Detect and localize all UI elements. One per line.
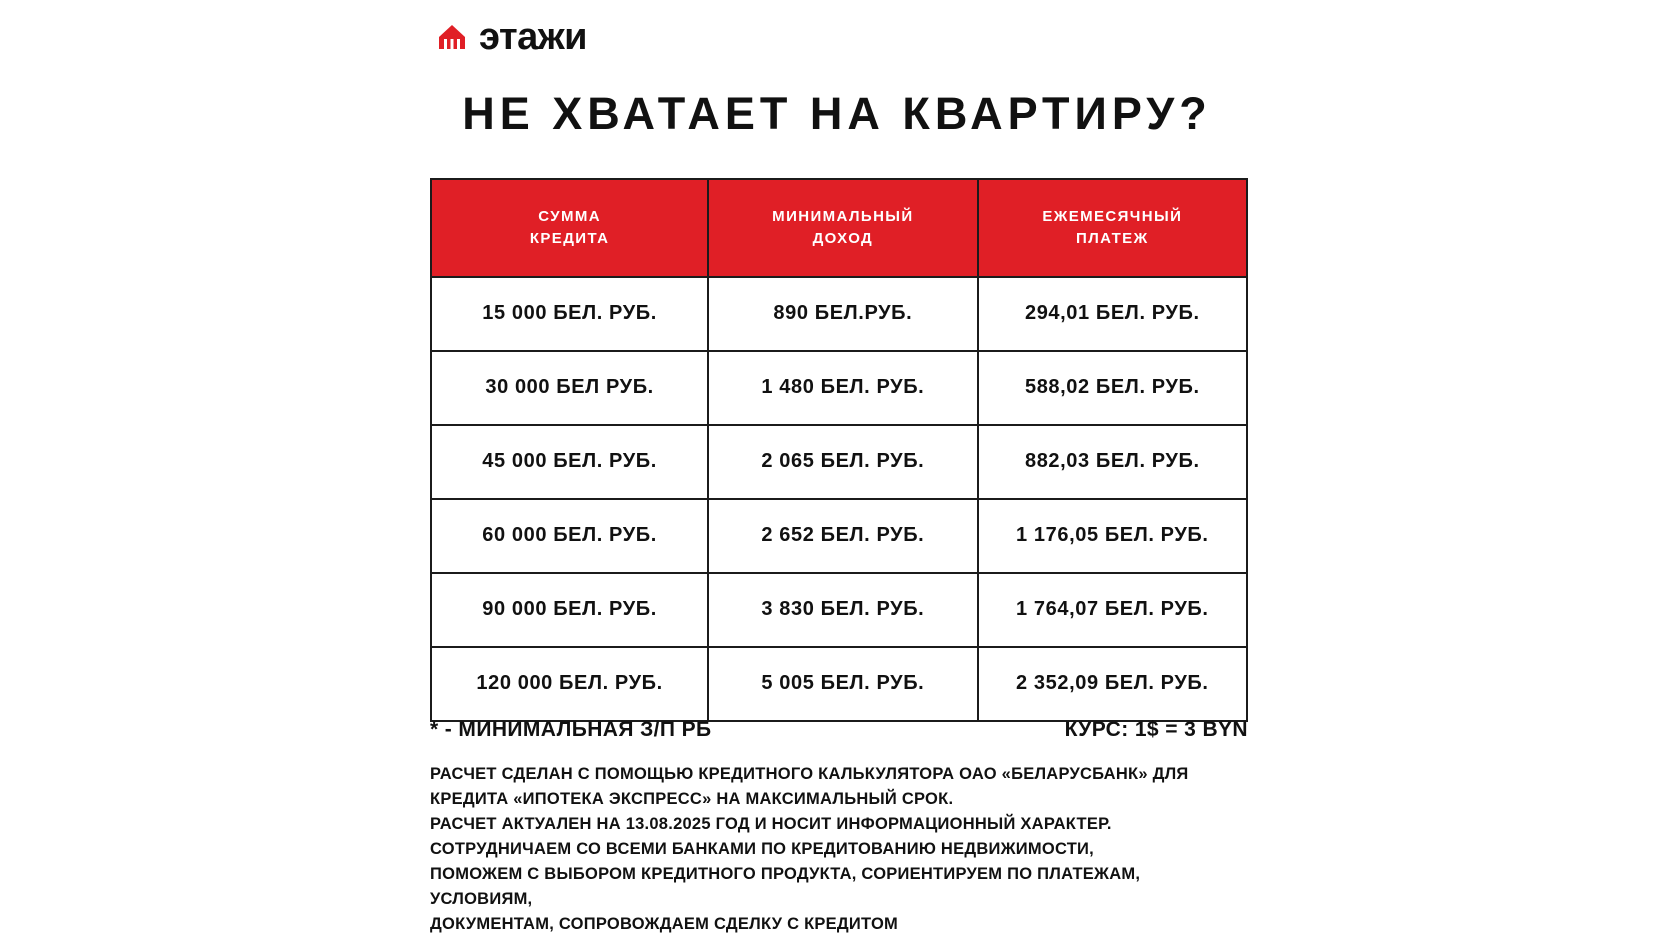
cell-loan-amount: 60 000 БЕЛ. РУБ. — [431, 499, 708, 573]
brand-name: этажи — [479, 16, 588, 58]
footnote-row — [430, 718, 1248, 742]
page-title: НЕ ХВАТАЕТ НА КВАРТИРУ? — [462, 88, 1212, 139]
cell-loan-amount: 120 000 БЕЛ. РУБ. — [431, 647, 708, 721]
cell-minimum-income: 2 652 БЕЛ. РУБ. — [708, 499, 977, 573]
column-header-monthly-payment — [978, 179, 1247, 277]
disclaimer-line-4: СОТРУДНИЧАЕМ СО ВСЕМИ БАНКАМИ ПО КРЕДИТОВАНИЮ НЕДВИЖИМОСТИ, — [430, 840, 1095, 859]
table-row — [431, 647, 1247, 721]
column-header-loan-amount — [431, 179, 708, 277]
cell-monthly-payment: 588,02 БЕЛ. РУБ. — [978, 351, 1247, 425]
footnote-exchange-rate: КУРС: 1$ = 3 BYN — [1064, 718, 1248, 741]
credit-table-wrapper — [430, 178, 1248, 722]
cell-minimum-income: 3 830 БЕЛ. РУБ. — [708, 573, 977, 647]
table-body — [431, 277, 1247, 721]
disclaimer-text — [430, 762, 1250, 938]
column-header-line2: КРЕДИТА — [529, 229, 610, 247]
disclaimer-line-1: РАСЧЕТ СДЕЛАН С ПОМОЩЬЮ КРЕДИТНОГО КАЛЬКУЛЯТОРА ОАО «БЕЛАРУСБАНК» ДЛЯ — [430, 765, 1189, 783]
table-header — [431, 179, 1247, 277]
cell-minimum-income: 2 065 БЕЛ. РУБ. — [708, 425, 977, 499]
cell-monthly-payment: 2 352,09 БЕЛ. РУБ. — [978, 647, 1247, 721]
disclaimer-line-7: ДОКУМЕНТАМ, СОПРОВОЖДАЕМ СДЕЛКУ С КРЕДИТОМ — [430, 915, 899, 934]
cell-loan-amount: 45 000 БЕЛ. РУБ. — [431, 425, 708, 499]
cell-monthly-payment: 1 764,07 БЕЛ. РУБ. — [978, 573, 1247, 647]
cell-monthly-payment: 1 176,05 БЕЛ. РУБ. — [978, 499, 1247, 573]
credit-table — [430, 178, 1248, 722]
cell-monthly-payment: 294,01 БЕЛ. РУБ. — [978, 277, 1247, 351]
column-header-line1: МИНИМАЛЬНЫЙ — [772, 208, 914, 225]
building-mark-icon — [435, 20, 469, 54]
column-header-line1: СУММА — [538, 208, 601, 225]
column-header-line2: ДОХОД — [812, 229, 874, 247]
footnote-minimum-salary: * - МИНИМАЛЬНАЯ З/П РБ — [430, 718, 712, 741]
column-header-line2: ПЛАТЕЖ — [1076, 229, 1149, 247]
disclaimer-line-5: ПОМОЖЕМ С ВЫБОРОМ КРЕДИТНОГО ПРОДУКТА, СОРИЕНТИРУЕМ ПО ПЛАТЕЖАМ, — [430, 865, 1141, 884]
cell-minimum-income: 890 БЕЛ.РУБ. — [708, 277, 977, 351]
disclaimer-line-2: КРЕДИТА «ИПОТЕКА ЭКСПРЕСС» НА МАКСИМАЛЬНЫЙ СРОК. — [430, 790, 954, 809]
cell-minimum-income: 5 005 БЕЛ. РУБ. — [708, 647, 977, 721]
column-header-minimum-income — [708, 179, 977, 277]
table-row — [431, 351, 1247, 425]
cell-loan-amount: 30 000 БЕЛ РУБ. — [431, 351, 708, 425]
table-row — [431, 425, 1247, 499]
cell-monthly-payment: 882,03 БЕЛ. РУБ. — [978, 425, 1247, 499]
cell-minimum-income: 1 480 БЕЛ. РУБ. — [708, 351, 977, 425]
brand-logo — [435, 18, 587, 56]
disclaimer-line-3: РАСЧЕТ АКТУАЛЕН НА 13.08.2025 ГОД И НОСИТ ИНФОРМАЦИОННЫЙ ХАРАКТЕР. — [430, 815, 1112, 834]
table-header-row — [431, 179, 1247, 277]
cell-loan-amount: 15 000 БЕЛ. РУБ. — [431, 277, 708, 351]
table-row — [431, 499, 1247, 573]
cell-loan-amount: 90 000 БЕЛ. РУБ. — [431, 573, 708, 647]
disclaimer-line-6: УСЛОВИЯМ, — [430, 890, 533, 909]
table-row — [431, 277, 1247, 351]
table-row — [431, 573, 1247, 647]
column-header-line1: ЕЖЕМЕСЯЧНЫЙ — [1042, 208, 1183, 225]
